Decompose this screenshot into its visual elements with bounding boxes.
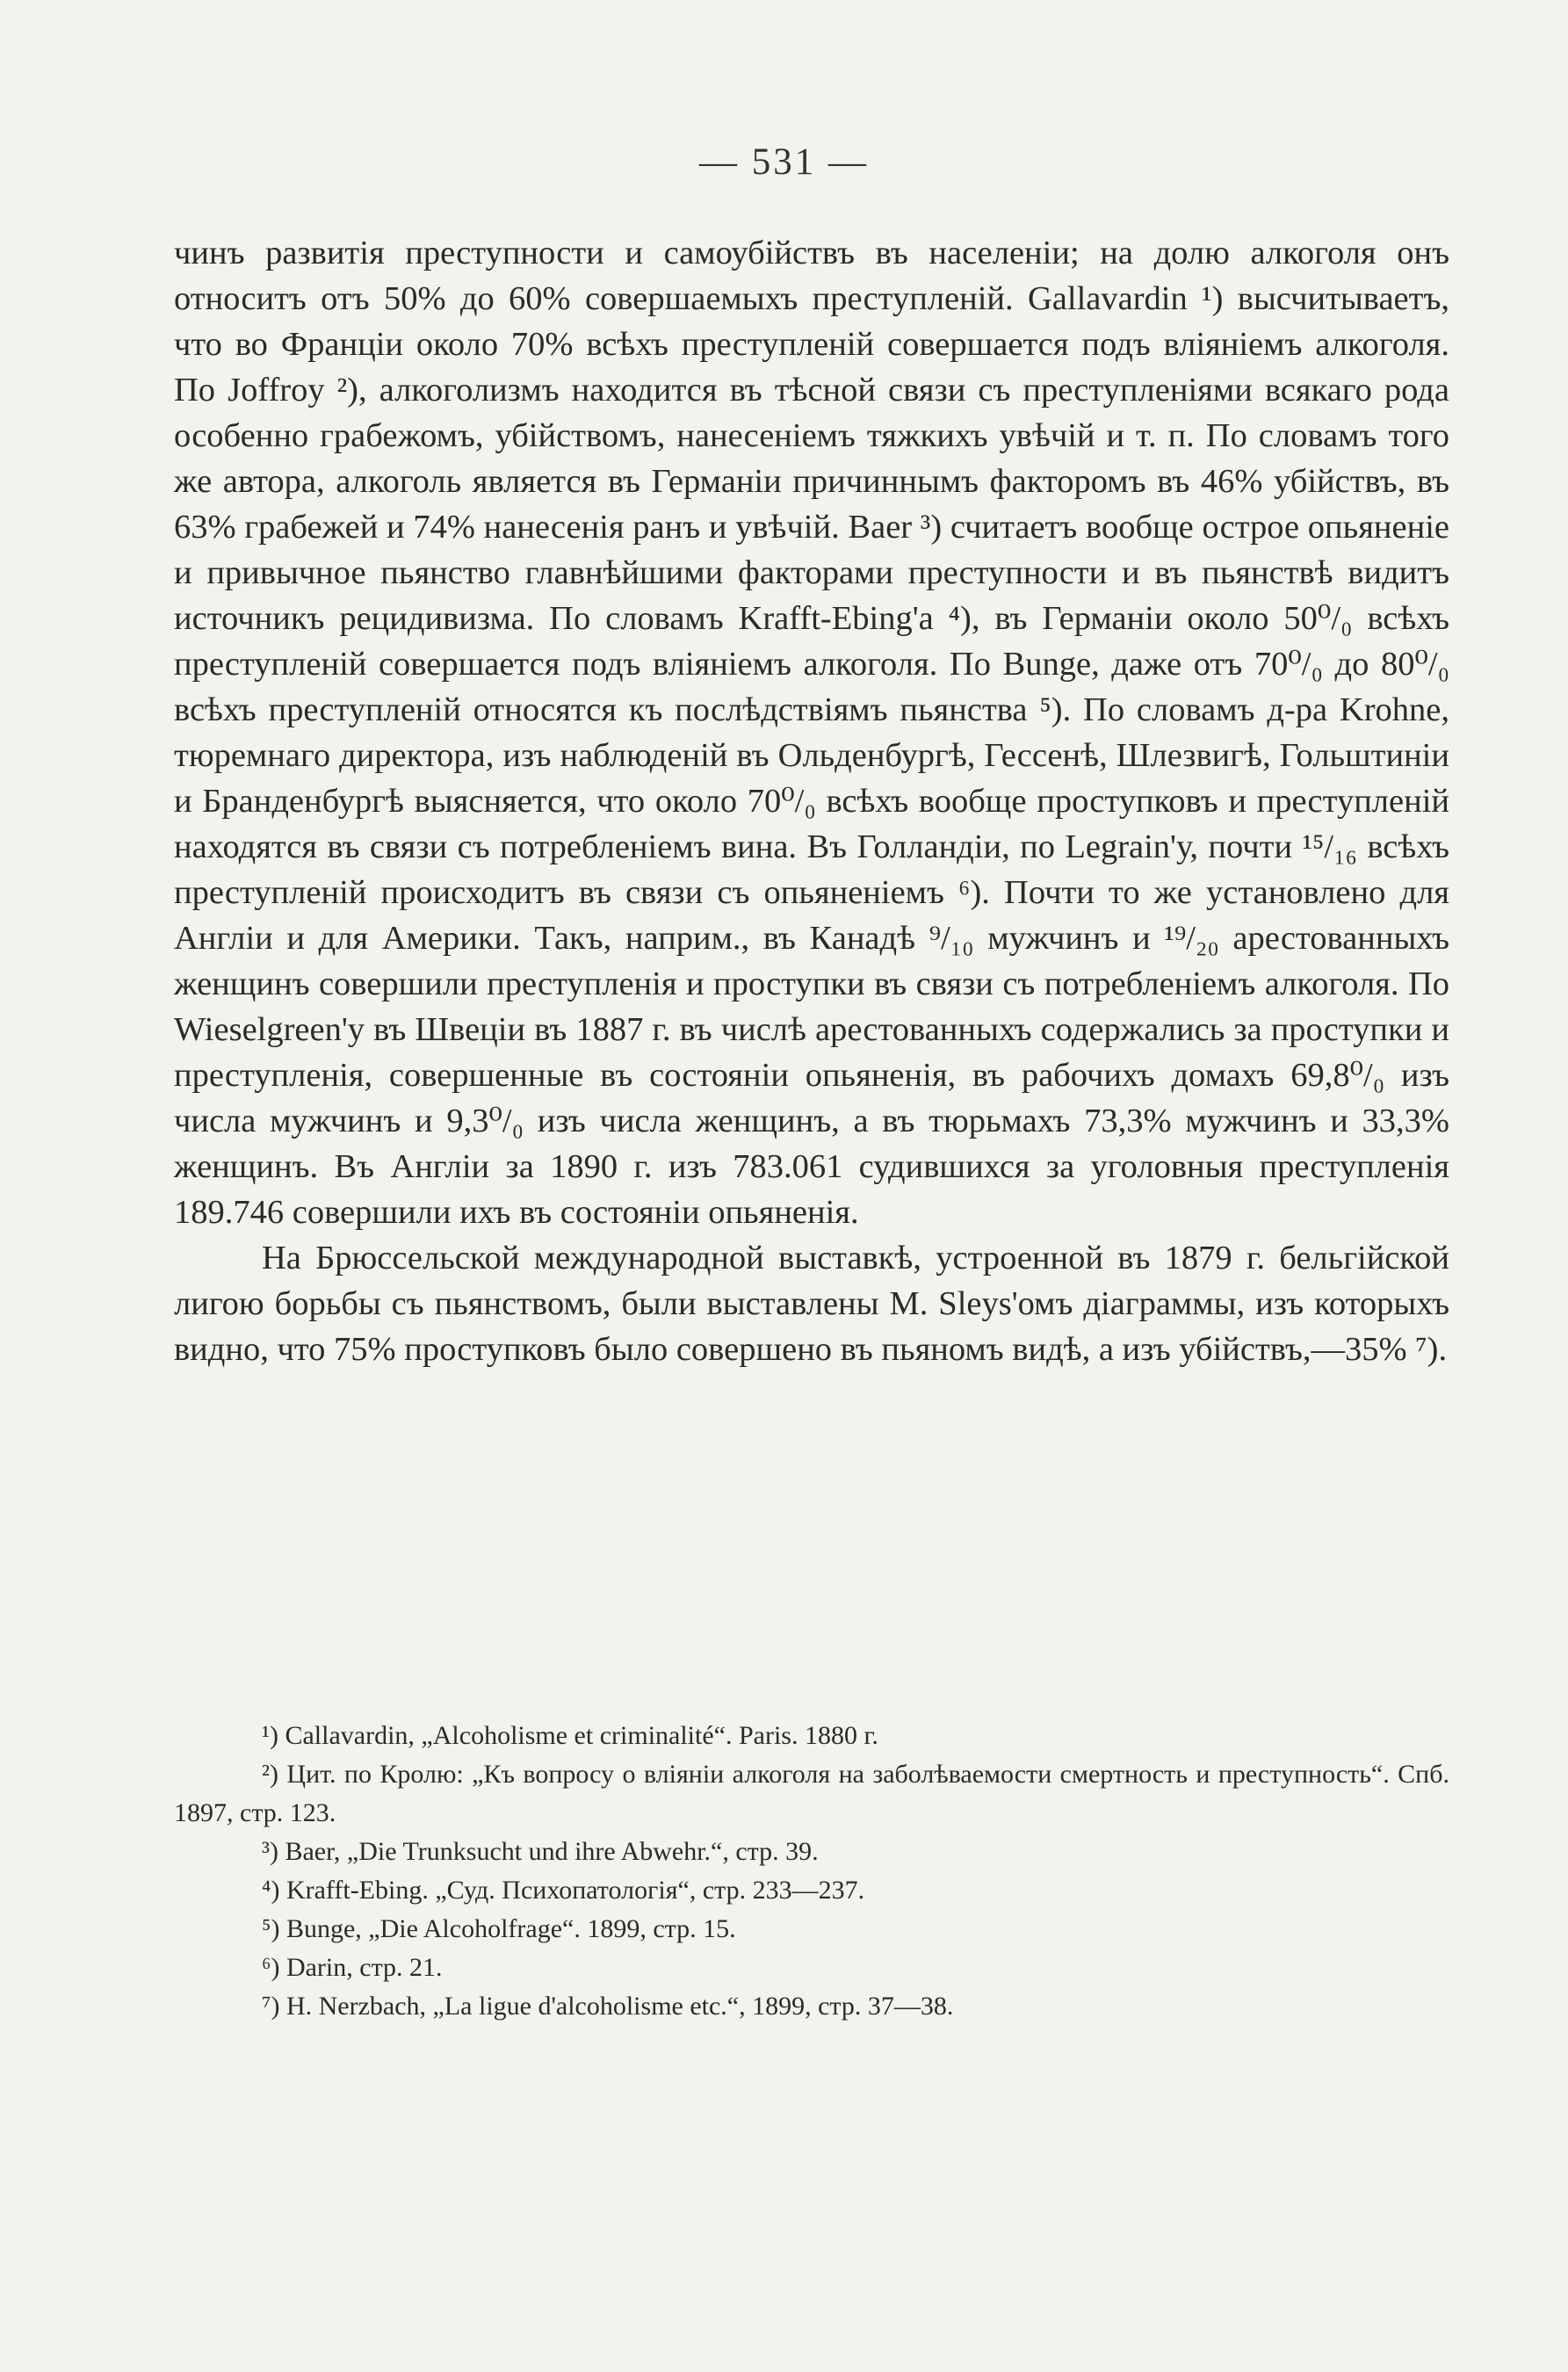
footnote-3: ³) Baer, „Die Trunksucht und ihre Abwehr.“, стр. 39. xyxy=(262,1837,819,1866)
footnotes xyxy=(174,1717,1449,2026)
paragraph-1: чинъ развитія преступности и самоубійствъ въ населеніи; на долю алкоголя онъ относитъ отъ 50% до 60% совершаемыхъ преступленій. Gallavardin ¹) высчитываетъ, что во Франціи около 70% всѣхъ преступленій совершается подъ вліяніемъ алкоголя. По Joffroy ²), алкоголизмъ находится въ тѣсной связи съ преступленіями всякаго рода особенно грабежомъ, убійствомъ, нанесеніемъ тяжкихъ увѣчій и т. п. По словамъ того же автора, алкоголь является въ Германіи причиннымъ факторомъ въ 46% убійствъ, въ 63% грабежей и 74% нанесенія ранъ и увѣчій. Baer ³) считаетъ вообще острое опьяненіе и привычное пьянство главнѣйшими факторами преступности и въ пьянствѣ видитъ источникъ рецидивизма. По словамъ Krafft-Ebing'a ⁴), въ Германіи около 50⁰/₀ всѣхъ преступленій совершается подъ вліяніемъ алкоголя. По Bunge, даже отъ 70⁰/₀ до 80⁰/₀ всѣхъ преступленій относятся къ послѣдствіямъ пьянства ⁵). По словамъ д-ра Krohne, тюремнаго директора, изъ наблюденій въ Ольденбургѣ, Гессенѣ, Шлезвигѣ, Гольштиніи и Бранденбургѣ выясняется, что около 70⁰/₀ всѣхъ вообще проступковъ и преступленій находятся въ связи съ потребленіемъ вина. Въ Голландіи, по Legrain'у, почти ¹⁵/₁₆ всѣхъ преступленій происходитъ въ связи съ опьяненіемъ ⁶). Почти то же установлено для Англіи и для Америки. Такъ, наприм., въ Канадѣ ⁹/₁₀ мужчинъ и ¹⁹/₂₀ арестованныхъ женщинъ совершили преступленія и проступки въ связи съ потребленіемъ алкоголя. По Wieselgreen'у въ Швеціи въ 1887 г. въ числѣ арестованныхъ содержались за проступки и преступленія, совершенные въ состояніи опьяненія, въ рабочихъ домахъ 69,8⁰/₀ изъ числа мужчинъ и 9,3⁰/₀ изъ числа женщинъ, а въ тюрьмахъ 73,3% мужчинъ и 33,3% женщинъ. Въ Англіи за 1890 г. изъ 783.061 судившихся за уголовныя преступленія 189.746 совершили ихъ въ состояніи опьяненія. xyxy=(174,235,1449,1231)
paragraph-2: На Брюссельской международной выставкѣ, устроенной въ 1879 г. бельгійской лигою борьбы съ пьянствомъ, были выставлены M. Sleys'омъ діаграммы, изъ которыхъ видно, что 75% проступковъ было совершено въ пьяномъ видѣ, а изъ убійствъ,—35% ⁷). xyxy=(174,1240,1449,1368)
footnote-1: ¹) Callavardin, „Alcoholisme et criminalité“. Paris. 1880 г. xyxy=(262,1721,878,1750)
body-text xyxy=(174,230,1449,1372)
footnote-6: ⁶) Darin, стр. 21. xyxy=(262,1953,443,1982)
page-number: — 531 — xyxy=(699,141,869,183)
footnote-2: ²) Цит. по Кролю: „Къ вопросу о вліяніи алкоголя на заболѣваемости смертность и преступность“. Спб. 1897, стр. 123. xyxy=(174,1760,1449,1827)
footnote-7: ⁷) H. Nerzbach, „La ligue d'alcoholisme etc.“, 1899, стр. 37—38. xyxy=(262,1992,954,2021)
footnote-4: ⁴) Krafft-Ebing. „Суд. Психопатологія“, стр. 233—237. xyxy=(262,1876,865,1905)
footnote-5: ⁵) Bunge, „Die Alcoholfrage“. 1899, стр. 15. xyxy=(262,1914,736,1943)
